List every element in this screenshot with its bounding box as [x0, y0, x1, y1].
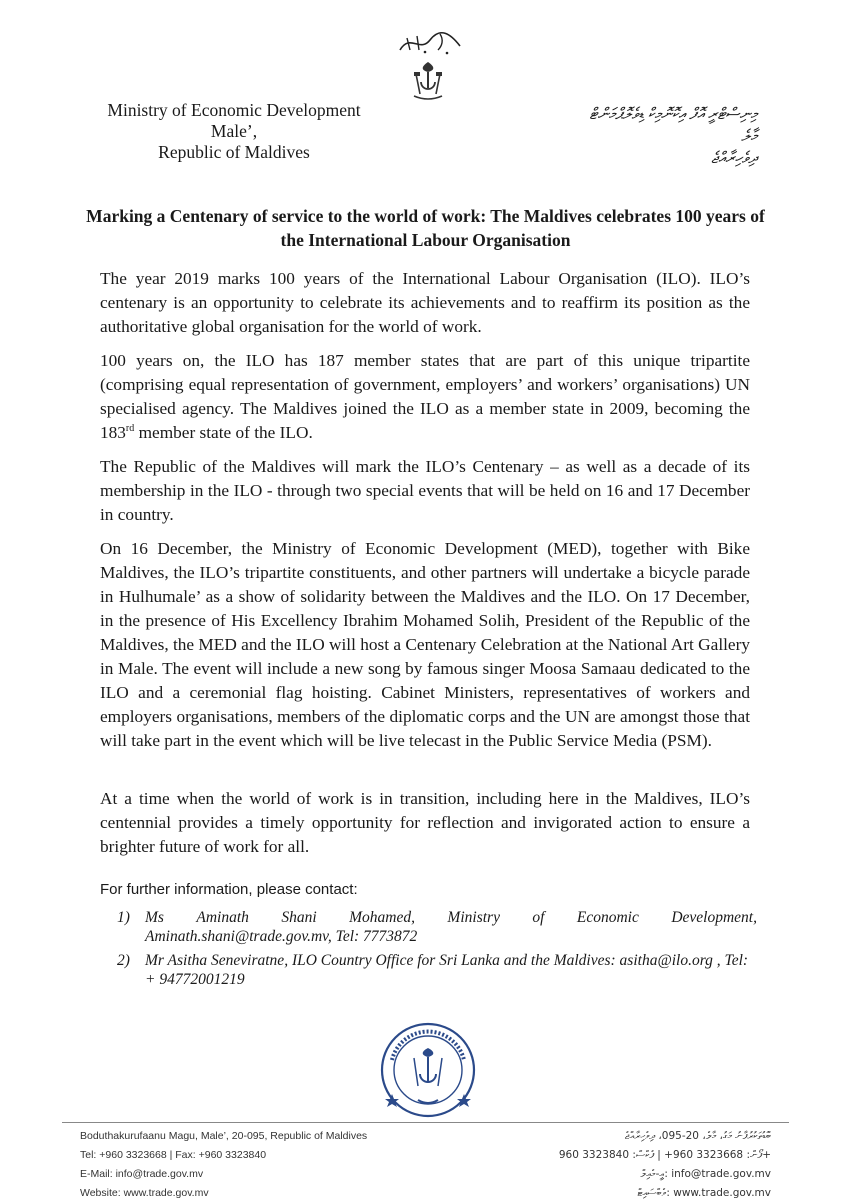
- contact-word: Economic: [576, 909, 639, 926]
- footer-email[interactable]: E-Mail: info@trade.gov.mv: [80, 1168, 204, 1180]
- contact-intro: For further information, please contact:: [100, 881, 358, 898]
- ministry-city: Male’,: [210, 121, 258, 141]
- paragraph-1: The year 2019 marks 100 years of the International Labour Organisation (ILO). ILO’s centenary is an opportunity to celebrate its achievements and to reaffirm its position as the authoritative global organisation for the world of work.: [100, 269, 750, 336]
- contact-word: Shani: [281, 909, 317, 926]
- contact-1-line-1: [145, 908, 757, 927]
- ministry-name: Ministry of Economic Development: [107, 100, 361, 120]
- ordinal-suffix: rd: [125, 423, 135, 435]
- paragraph-5: At a time when the world of work is in transition, including here in the Maldives, ILO’s centennial provides a timely opportunity for reflection and invigorated action to ensure a brighter future of work for all.: [100, 789, 750, 856]
- footer-dv-email[interactable]: އީ-މެއިލް: info@trade.gov.mv: [640, 1168, 771, 1180]
- ministry-country: Republic of Maldives: [158, 142, 310, 162]
- dhivehi-city: މާލެ: [741, 128, 757, 145]
- footer-dv-website[interactable]: ވެބްސައިޓް: www.trade.gov.mv: [637, 1187, 771, 1199]
- footer-dv-address: ބޮޑުތަކުރުފާނު މަގު، މާލެ، 20-095، ދިވެހިރާއްޖެ: [624, 1130, 771, 1142]
- footer-divider: [62, 1122, 789, 1123]
- bismillah-calligraphy: [395, 28, 465, 58]
- paragraph-2-text-end: member state of the ILO.: [134, 423, 313, 442]
- footer-dv-phone: ފޯން: 3323668 960+ | ފެކްސް: 3323840 960+: [558, 1149, 771, 1161]
- ministry-seal-icon: [378, 1020, 478, 1120]
- contact-list: [117, 908, 757, 989]
- contact-word: Ms: [145, 909, 164, 926]
- contact-word: of: [532, 909, 545, 926]
- contact-number: 2): [117, 952, 130, 969]
- dhivehi-country: ދިވެހިރާއްޖެ: [711, 150, 757, 167]
- contact-word: Development,: [671, 909, 757, 926]
- contact-number: 1): [117, 909, 130, 926]
- contact-word: Mohamed,: [349, 909, 415, 926]
- document-title: Marking a Centenary of service to the world of work: The Maldives celebrates 100 years of the International Labour Organisation: [86, 206, 765, 250]
- contact-word: Aminath: [196, 909, 249, 926]
- contact-2-text[interactable]: Mr Asitha Seneviratne, ILO Country Office for Sri Lanka and the Maldives: asitha@ilo.org , Tel: + 94772001219: [145, 952, 749, 988]
- paragraph-2: [100, 349, 750, 445]
- footer-phone: Tel: +960 3323668 | Fax: +960 3323840: [80, 1149, 267, 1161]
- contact-word: Ministry: [447, 909, 500, 926]
- dhivehi-address-block: [537, 104, 757, 170]
- dhivehi-ministry-name: މިނިސްޓްރީ އޮފް އިކޮނޮމިކް ޑިވެލޮޕްމަންޓް: [589, 106, 757, 123]
- national-emblem-icon: [408, 58, 448, 102]
- footer-website[interactable]: Website: www.trade.gov.mv: [80, 1187, 209, 1199]
- footer-contact-english: [80, 1127, 367, 1203]
- contact-item: [117, 908, 757, 946]
- ministry-address-block: [94, 100, 374, 163]
- paragraph-3: The Republic of the Maldives will mark the ILO’s Centenary – as well as a decade of its membership in the ILO - through two special events that will be held on 16 and 17 December in country.: [100, 457, 750, 524]
- contact-1-line-2[interactable]: Aminath.shani@trade.gov.mv, Tel: 7773872: [145, 928, 418, 945]
- paragraph-4: On 16 December, the Ministry of Economic Development (MED), together with Bike Maldives, the ILO’s tripartite constituents, and other partners will undertake a bicycle parade in Hulhumale’ as a show of solidarity between the Maldives and the ILO. On 17 December, in the presence of His Excellency Ibrahim Mohamed Solih, President of the Republic of the Maldives, the MED and the ILO will host a Centenary Celebration at the National Art Gallery in Male. The event will include a new song by famous singer Moosa Samaau dedicated to the ILO and a ceremonial flag hoisting. Cabinet Ministers, representatives of workers and employers organisations, members of the diplomatic corps and the UN are amongst those that will take part in the event which will be live telecast in the Public Service Media (PSM).: [100, 539, 750, 750]
- contact-item: [117, 951, 757, 989]
- footer-contact-dhivehi: [541, 1127, 771, 1203]
- footer-address: Boduthakurufaanu Magu, Male’, 20-095, Republic of Maldives: [80, 1130, 368, 1142]
- paragraph-2-text: 100 years on, the ILO has 187 member states that are part of this unique tripartite (comprising equal representation of government, employers’ and workers’ organisations) UN specialised agency. The Maldives joined the ILO as a member state in 2009, becoming the 183: [100, 351, 750, 442]
